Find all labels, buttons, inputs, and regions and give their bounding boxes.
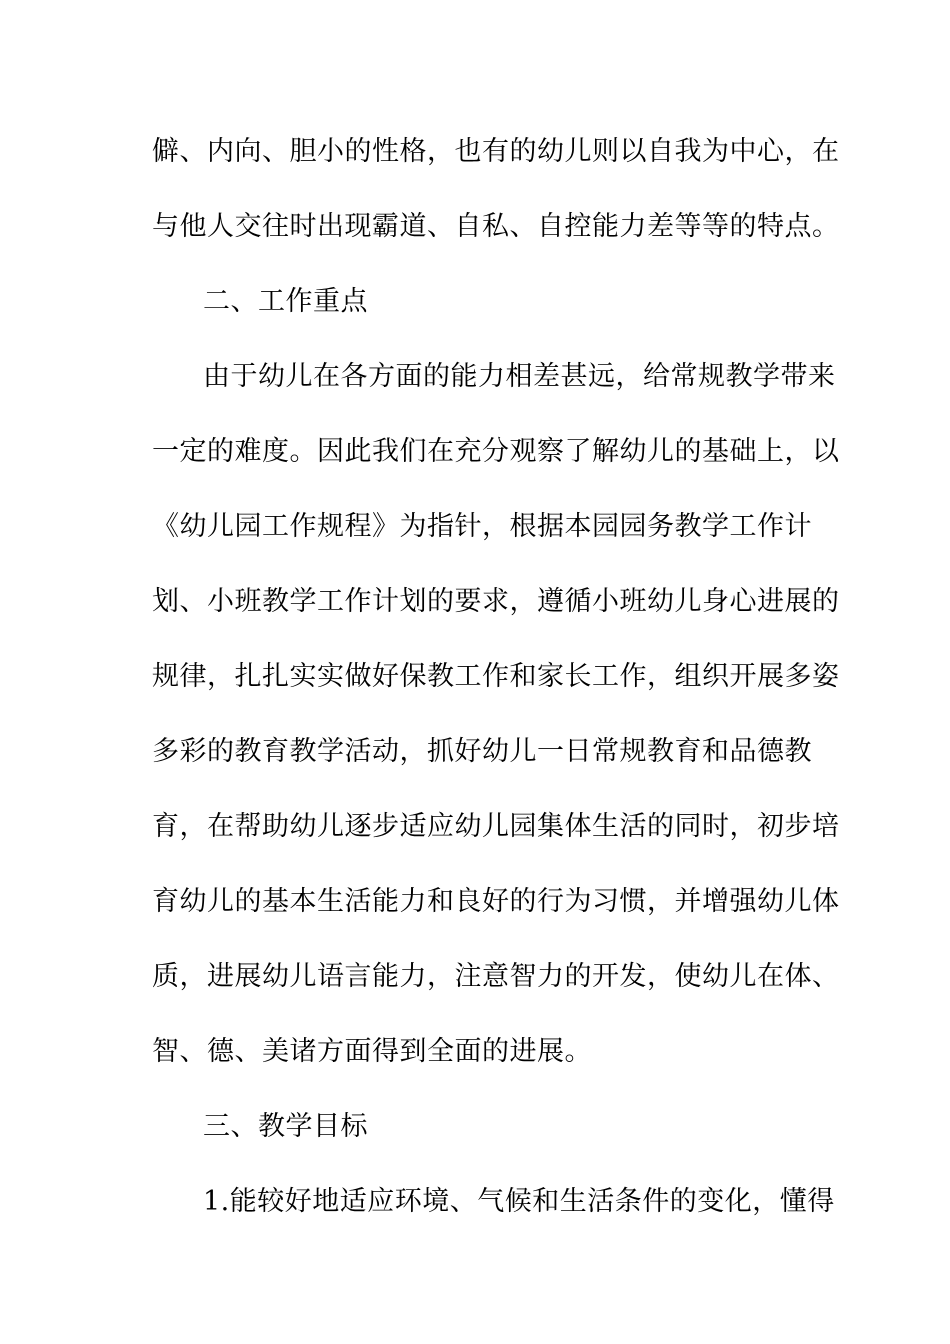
paragraph-line: 一定的难度。因此我们在充分观察了解幼儿的基础上，以 bbox=[152, 436, 840, 467]
section-heading-work-focus: 二、工作重点 bbox=[203, 286, 368, 317]
paragraph-line: 划、小班教学工作计划的要求，遵循小班幼儿身心进展的 bbox=[152, 586, 840, 617]
paragraph-line: 《幼儿园工作规程》为指针，根据本园园务教学工作计 bbox=[152, 511, 812, 542]
paragraph-line: 多彩的教育教学活动，抓好幼儿一日常规教育和品德教 bbox=[152, 736, 812, 767]
paragraph-line: 质，进展幼儿语言能力，注意智力的开发，使幼儿在体、 bbox=[152, 961, 840, 992]
section-heading-teaching-goals: 三、教学目标 bbox=[203, 1111, 368, 1142]
paragraph-line: 规律，扎扎实实做好保教工作和家长工作，组织开展多姿 bbox=[152, 661, 840, 692]
paragraph-line: 智、德、美诸方面得到全面的进展。 bbox=[152, 1036, 592, 1067]
paragraph-line: 僻、内向、胆小的性格，也有的幼儿则以自我为中心，在 bbox=[152, 136, 840, 167]
paragraph-line: 由于幼儿在各方面的能力相差甚远，给常规教学带来 bbox=[203, 361, 836, 392]
paragraph-line: 育幼儿的基本生活能力和良好的行为习惯，并增强幼儿体 bbox=[152, 886, 840, 917]
list-item-goal-1: 1.能较好地适应环境、气候和生活条件的变化，懂得 bbox=[203, 1186, 835, 1217]
paragraph-line: 与他人交往时出现霸道、自私、自控能力差等等的特点。 bbox=[152, 211, 840, 242]
paragraph-line: 育，在帮助幼儿逐步适应幼儿园集体生活的同时，初步培 bbox=[152, 811, 840, 842]
